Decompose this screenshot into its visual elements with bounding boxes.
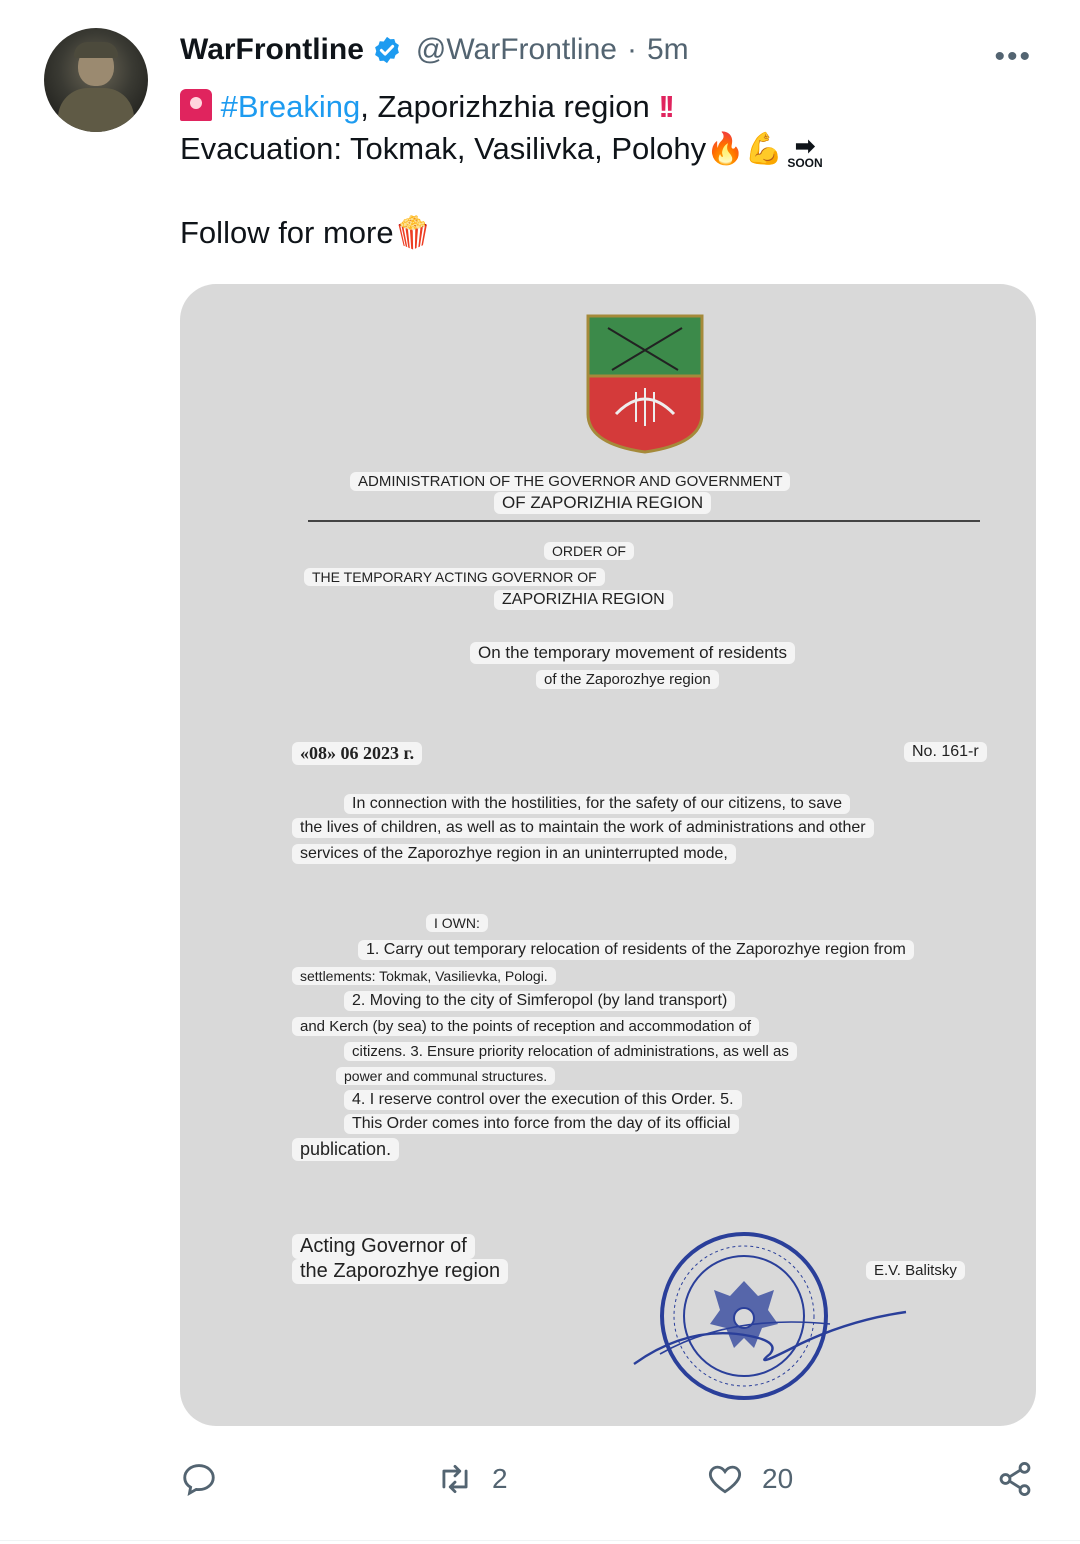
doc-date: «08» 06 2023 г.: [292, 742, 422, 765]
tweet-text: [180, 86, 1040, 254]
doc-item2-line1: 2. Moving to the city of Simferopol (by land transport): [344, 991, 735, 1011]
display-name[interactable]: WarFrontline: [180, 33, 364, 66]
doc-body-line1: In connection with the hostilities, for the safety of our citizens, to save: [344, 794, 850, 814]
flexed-biceps-emoji-icon: 💪: [744, 131, 784, 167]
avatar-body-shape: [58, 88, 134, 132]
doc-subject-line2: of the Zaporozhye region: [536, 670, 719, 689]
reply-icon: [180, 1460, 218, 1498]
retweet-count: 2: [492, 1463, 508, 1494]
doc-header-line2: OF ZAPORIZHIA REGION: [494, 492, 711, 514]
share-button[interactable]: [996, 1460, 1034, 1498]
tweet-line2-text: Evacuation: Tokmak, Vasilivka, Polohy: [180, 131, 707, 166]
share-icon: [996, 1460, 1034, 1498]
soon-arrow-emoji-icon: ➡ SOON: [787, 133, 823, 170]
doc-i-own: I OWN:: [426, 914, 488, 932]
heart-icon: [706, 1460, 744, 1498]
reply-button[interactable]: [180, 1460, 236, 1498]
doc-divider: [308, 520, 980, 522]
separator-dot: ·: [626, 33, 637, 66]
double-exclamation-emoji-icon: !!: [658, 89, 671, 124]
doc-item2-line3: citizens. 3. Ensure priority relocation of administrations, as well as: [344, 1042, 797, 1061]
soon-label: SOON: [787, 156, 823, 170]
tweet-line1-text: , Zaporizhzhia region: [360, 89, 650, 124]
like-button[interactable]: [706, 1460, 793, 1498]
doc-sign-title-line2: the Zaporozhye region: [292, 1259, 508, 1284]
doc-body-line2: the lives of children, as well as to maintain the work of administrations and other: [292, 818, 874, 838]
user-handle[interactable]: @WarFrontline: [415, 33, 617, 66]
more-options-icon[interactable]: •••: [994, 40, 1032, 73]
doc-signer-name: E.V. Balitsky: [866, 1261, 965, 1280]
doc-body-line3: services of the Zaporozhye region in an uninterrupted mode,: [292, 844, 736, 864]
like-count: 20: [762, 1463, 794, 1494]
doc-item4: 4. I reserve control over the execution of this Order. 5.: [344, 1090, 742, 1110]
doc-item5-line1: This Order comes into force from the day of its official: [344, 1114, 739, 1134]
coat-of-arms-icon: [586, 314, 704, 454]
doc-item2-line2: and Kerch (by sea) to the points of reception and accommodation of: [292, 1017, 759, 1036]
hashtag-link[interactable]: #Breaking: [220, 89, 361, 124]
tweet-action-bar: [0, 1450, 1080, 1520]
popcorn-emoji-icon: 🍿: [393, 215, 433, 251]
doc-zap-region: ZAPORIZHIA REGION: [494, 590, 673, 610]
doc-temp-governor: THE TEMPORARY ACTING GOVERNOR OF: [304, 568, 605, 586]
attached-image-document[interactable]: [180, 284, 1036, 1426]
timestamp[interactable]: 5m: [646, 33, 689, 66]
doc-item3: power and communal structures.: [336, 1067, 555, 1085]
siren-emoji-icon: [180, 89, 212, 121]
doc-item1-line1: 1. Carry out temporary relocation of residents of the Zaporozhye region from: [358, 940, 914, 960]
doc-item1-line2: settlements: Tokmak, Vasilievka, Pologi.: [292, 967, 556, 985]
doc-sign-title-line1: Acting Governor of: [292, 1234, 475, 1259]
avatar[interactable]: [44, 28, 148, 132]
retweet-icon: [436, 1460, 474, 1498]
verified-badge-icon: [372, 35, 402, 65]
retweet-button[interactable]: [436, 1460, 508, 1498]
handwritten-signature-icon: [630, 1284, 910, 1374]
doc-order-of: ORDER OF: [544, 542, 634, 560]
tweet-bottom-divider: [0, 1540, 1080, 1541]
tweet-line3-text: Follow for more: [180, 215, 394, 250]
doc-subject-line1: On the temporary movement of residents: [470, 642, 795, 664]
avatar-cap-shape: [74, 42, 118, 58]
fire-emoji-icon: 🔥: [706, 131, 745, 167]
doc-number: No. 161-r: [904, 742, 987, 762]
doc-item5-line2: publication.: [292, 1138, 399, 1161]
tweet-header: [180, 30, 689, 70]
doc-header-line1: ADMINISTRATION OF THE GOVERNOR AND GOVERNMENT: [350, 472, 790, 491]
